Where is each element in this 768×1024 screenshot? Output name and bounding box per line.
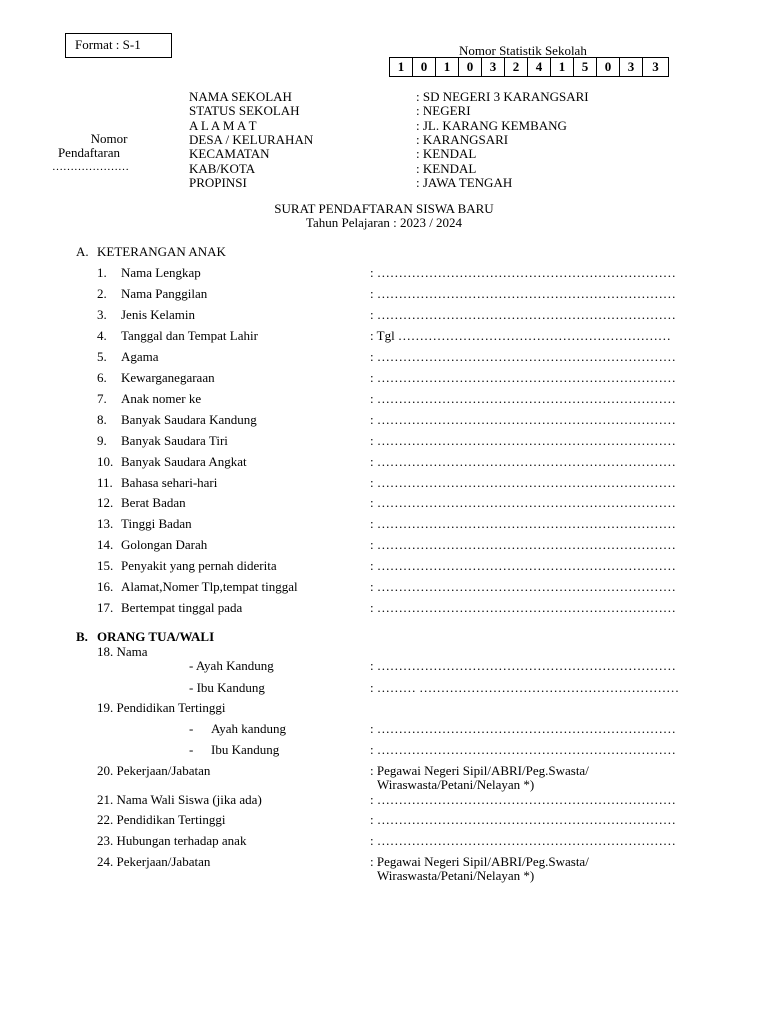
- document-title: SURAT PENDAFTARAN SISWA BARU: [274, 201, 494, 216]
- section-a-item-label: Banyak Saudara Kandung: [121, 412, 257, 427]
- item-20-label: 20. Pekerjaan/Jabatan: [97, 763, 211, 778]
- section-a-item-field[interactable]: : Tgl ………………………………………………………: [370, 328, 671, 343]
- section-a-item-number: 14.: [97, 537, 114, 552]
- school-info-label: NAMA SEKOLAH: [189, 89, 292, 104]
- item-19-ibu-label: Ibu Kandung: [211, 742, 280, 757]
- section-a-item-field[interactable]: : ……………………………………………………………: [370, 454, 676, 469]
- item-23-label: 23. Hubungan terhadap anak: [97, 833, 247, 848]
- registration-number-label-line2: Pendaftaran: [57, 145, 121, 160]
- section-a-item-label: Banyak Saudara Angkat: [121, 454, 247, 469]
- section-a-heading: KETERANGAN ANAK: [97, 244, 226, 259]
- nss-digit: 2: [505, 58, 528, 76]
- nss-digit: 0: [597, 58, 620, 76]
- section-a-item-field[interactable]: : ……………………………………………………………: [370, 600, 676, 615]
- section-a-item-label: Banyak Saudara Tiri: [121, 433, 228, 448]
- section-a-item-number: 15.: [97, 558, 114, 573]
- item-22-field[interactable]: : ……………………………………………………………: [370, 812, 676, 827]
- section-a-item-number: 5.: [97, 349, 107, 364]
- item-24-label: 24. Pekerjaan/Jabatan: [97, 854, 211, 869]
- section-a-item-number: 7.: [97, 391, 107, 406]
- school-info-value: : SD NEGERI 3 KARANGSARI: [416, 89, 589, 104]
- school-info-label: KAB/KOTA: [189, 161, 256, 176]
- nss-digit: 1: [551, 58, 574, 76]
- school-info-value: : JAWA TENGAH: [416, 175, 513, 190]
- section-a-item-number: 10.: [97, 454, 114, 469]
- item-21-field[interactable]: : ……………………………………………………………: [370, 792, 676, 807]
- item-20-value-line2: Wiraswasta/Petani/Nelayan *): [377, 777, 535, 792]
- school-info-value: : KENDAL: [416, 146, 477, 161]
- item-24-value-line1: : Pegawai Negeri Sipil/ABRI/Peg.Swasta/: [370, 854, 589, 869]
- section-a-item-field[interactable]: : ……………………………………………………………: [370, 265, 676, 280]
- item-23-field[interactable]: : ……………………………………………………………: [370, 833, 676, 848]
- section-a-item-label: Nama Panggilan: [121, 286, 208, 301]
- nss-digit: 0: [459, 58, 482, 76]
- section-a-item-field[interactable]: : ……………………………………………………………: [370, 370, 676, 385]
- section-a-item-number: 16.: [97, 579, 114, 594]
- school-info-label: KECAMATAN: [189, 146, 270, 161]
- item-19-ibu-dash: -: [189, 742, 194, 757]
- section-a-item-number: 2.: [97, 286, 107, 301]
- item-21-label: 21. Nama Wali Siswa (jika ada): [97, 792, 262, 807]
- item-24-value-line2: Wiraswasta/Petani/Nelayan *): [377, 868, 535, 883]
- section-a-item-label: Nama Lengkap: [121, 265, 201, 280]
- section-a-letter: A.: [76, 244, 89, 259]
- school-info-label: DESA / KELURAHAN: [189, 132, 314, 147]
- section-a-item-field[interactable]: : ……………………………………………………………: [370, 516, 676, 531]
- item-18-label: 18. Nama: [97, 644, 148, 659]
- school-info-label: STATUS SEKOLAH: [189, 103, 300, 118]
- section-a-item-label: Jenis Kelamin: [121, 307, 196, 322]
- nss-label: Nomor Statistik Sekolah: [459, 43, 587, 58]
- section-b-heading: ORANG TUA/WALI: [97, 629, 215, 644]
- format-label: Format : S-1: [65, 33, 172, 58]
- section-a-item-number: 11.: [97, 475, 113, 490]
- item-19-label: 19. Pendidikan Tertinggi: [97, 700, 226, 715]
- section-a-item-number: 8.: [97, 412, 107, 427]
- school-info-value: : NEGERI: [416, 103, 471, 118]
- nss-digit: 3: [620, 58, 643, 76]
- item-19-ayah-dash: -: [189, 721, 194, 736]
- school-info-value: : KENDAL: [416, 161, 477, 176]
- section-a-item-field[interactable]: : ……………………………………………………………: [370, 495, 676, 510]
- nss-digit: 0: [413, 58, 436, 76]
- registration-number-field[interactable]: …………………: [52, 161, 129, 173]
- section-a-item-field[interactable]: : ……………………………………………………………: [370, 391, 676, 406]
- school-info-label: A L A M A T: [189, 118, 257, 133]
- section-a-item-label: Tinggi Badan: [121, 516, 192, 531]
- section-a-item-number: 4.: [97, 328, 107, 343]
- school-info-label: PROPINSI: [189, 175, 247, 190]
- section-a-item-number: 13.: [97, 516, 114, 531]
- section-b-letter: B.: [76, 629, 88, 644]
- section-a-item-field[interactable]: : ……………………………………………………………: [370, 307, 676, 322]
- section-a-item-field[interactable]: : ……………………………………………………………: [370, 558, 676, 573]
- section-a-item-label: Berat Badan: [121, 495, 186, 510]
- document-subtitle: Tahun Pelajaran : 2023 / 2024: [305, 215, 463, 230]
- school-info-value: : KARANGSARI: [416, 132, 509, 147]
- item-22-label: 22. Pendidikan Tertinggi: [97, 812, 226, 827]
- item-18-ibu-field[interactable]: : ……… ……………………………………………………: [370, 680, 680, 695]
- section-a-item-field[interactable]: : ……………………………………………………………: [370, 537, 676, 552]
- section-a-item-label: Agama: [121, 349, 159, 364]
- section-a-item-field[interactable]: : ……………………………………………………………: [370, 412, 676, 427]
- nss-digit-boxes: [389, 57, 669, 77]
- section-a-item-label: Penyakit yang pernah diderita: [121, 558, 277, 573]
- section-a-item-label: Tanggal dan Tempat Lahir: [121, 328, 258, 343]
- section-a-item-label: Anak nomer ke: [121, 391, 202, 406]
- section-a-item-field[interactable]: : ……………………………………………………………: [370, 349, 676, 364]
- section-a-item-number: 1.: [97, 265, 107, 280]
- section-a-item-label: Golongan Darah: [121, 537, 208, 552]
- nss-digit: 3: [482, 58, 505, 76]
- section-a-item-number: 3.: [97, 307, 107, 322]
- nss-digit: 5: [574, 58, 597, 76]
- nss-digit: 1: [436, 58, 459, 76]
- registration-number-label-line1: Nomor: [90, 131, 128, 146]
- section-a-item-number: 12.: [97, 495, 114, 510]
- item-18-ibu-label: - Ibu Kandung: [189, 680, 265, 695]
- section-a-item-number: 9.: [97, 433, 107, 448]
- item-20-value-line1: : Pegawai Negeri Sipil/ABRI/Peg.Swasta/: [370, 763, 589, 778]
- section-a-item-label: Bahasa sehari-hari: [121, 475, 218, 490]
- section-a-item-field[interactable]: : ……………………………………………………………: [370, 475, 676, 490]
- nss-digit: 3: [652, 59, 659, 74]
- item-18-ayah-label: - Ayah Kandung: [189, 658, 274, 673]
- section-a-item-field[interactable]: : ……………………………………………………………: [370, 286, 676, 301]
- item-19-ayah-field[interactable]: : ……………………………………………………………: [370, 721, 676, 736]
- item-18-ayah-field[interactable]: : ……………………………………………………………: [370, 658, 676, 673]
- nss-digit: 4: [528, 58, 551, 76]
- item-19-ayah-label: Ayah kandung: [211, 721, 286, 736]
- section-a-item-field[interactable]: : ……………………………………………………………: [370, 579, 676, 594]
- section-a-item-label: Bertempat tinggal pada: [121, 600, 243, 615]
- item-19-ibu-field[interactable]: : ……………………………………………………………: [370, 742, 676, 757]
- section-a-item-field[interactable]: : ……………………………………………………………: [370, 433, 676, 448]
- section-a-item-number: 6.: [97, 370, 107, 385]
- school-info-value: : JL. KARANG KEMBANG: [416, 118, 567, 133]
- nss-digit: 1: [390, 58, 413, 76]
- section-a-item-label: Alamat,Nomer Tlp,tempat tinggal: [121, 579, 298, 594]
- section-a-item-number: 17.: [97, 600, 114, 615]
- section-a-item-label: Kewarganegaraan: [121, 370, 215, 385]
